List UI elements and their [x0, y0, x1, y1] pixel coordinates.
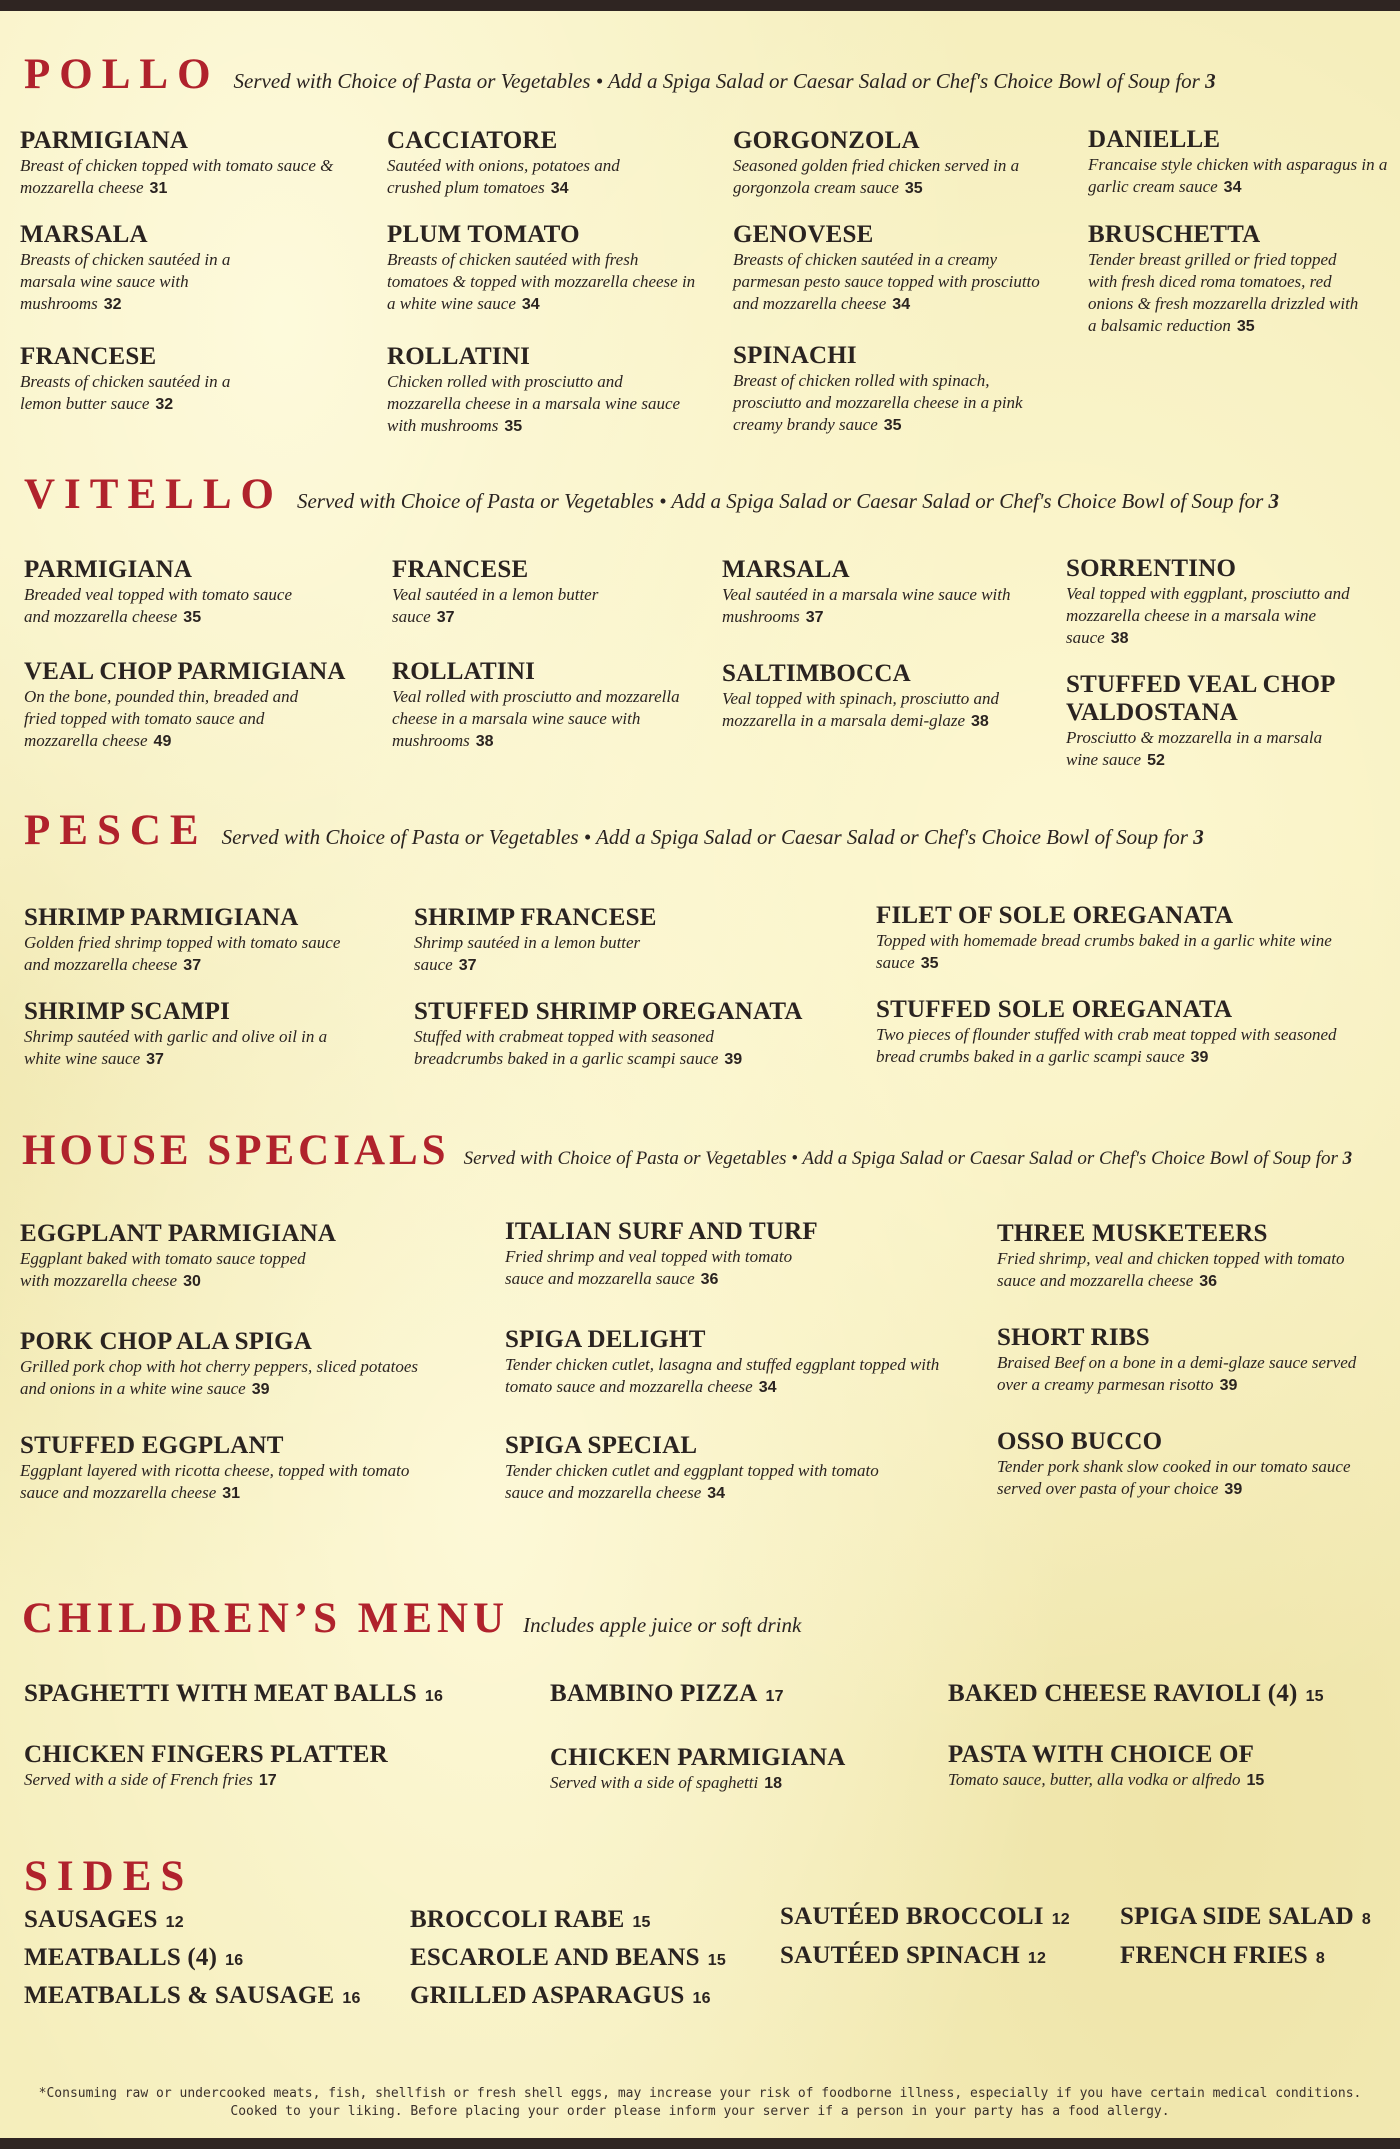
item-name: CHICKEN PARMIGIANA [550, 1744, 846, 1771]
menu-item [1066, 555, 1376, 650]
item-name: BROCCOLI RABE 15 [410, 1906, 651, 1933]
item-desc: Golden fried shrimp topped with tomato sauce and mozzarella cheese 37 [24, 933, 341, 974]
section-header-pollo [24, 50, 1216, 99]
item-price: 35 [504, 418, 523, 435]
item-price: 15 [1305, 1688, 1324, 1705]
section-header-pesce [24, 806, 1204, 855]
item-price: 15 [632, 1914, 651, 1931]
menu-item [733, 342, 1043, 437]
item-name: ESCAROLE AND BEANS 15 [410, 1944, 726, 1971]
item-name: CHICKEN FINGERS PLATTER [24, 1741, 388, 1768]
menu-item [505, 1432, 945, 1505]
item-desc: Veal topped with eggplant, prosciutto and mozzarella cheese in a marsala wine sauce 38 [1066, 584, 1350, 647]
item-price: 31 [222, 1485, 241, 1502]
item-desc: Prosciutto & mozzarella in a marsala wine sauce 52 [1066, 728, 1323, 769]
menu-item [876, 902, 1356, 975]
item-desc: Chicken rolled with prosciutto and mozzarella cheese in a marsala wine sauce with mushrooms 35 [387, 372, 681, 435]
menu-item [948, 1741, 1378, 1792]
menu-item [24, 904, 384, 977]
item-name: THREE MUSKETEERS [997, 1220, 1268, 1247]
item-name: FRENCH FRIES 8 [1120, 1942, 1325, 1969]
item-desc: Braised Beef on a bone in a demi-glaze sauce served over a creamy parmesan risotto 39 [997, 1353, 1357, 1394]
item-price: 36 [1199, 1273, 1218, 1290]
menu-item [20, 1328, 440, 1401]
item-desc: Breasts of chicken sautéed in a creamy parmesan pesto sauce topped with prosciutto and mozzarella cheese 34 [733, 250, 1040, 313]
item-desc: Tender breast grilled or fried topped with fresh diced roma tomatoes, red onions & fresh mozzarella drizzled with a balsamic reduction 35 [1088, 250, 1359, 335]
menu-item [20, 127, 350, 200]
item-name: MEATBALLS & SAUSAGE 16 [24, 1982, 361, 2009]
section-header-childrens-menu [22, 1594, 801, 1643]
menu-item [24, 1741, 504, 1792]
side-item [24, 1906, 184, 1937]
item-price: 8 [1315, 1950, 1325, 1967]
item-price: 12 [165, 1914, 184, 1931]
menu-item [722, 556, 1032, 629]
item-name: SHRIMP PARMIGIANA [24, 904, 299, 931]
item-name: ITALIAN SURF AND TURF [505, 1218, 818, 1245]
item-desc: Two pieces of flounder stuffed with crab meat topped with seasoned bread crumbs baked in a garlic scampi sauce 39 [876, 1025, 1337, 1066]
item-price: 34 [707, 1485, 726, 1502]
item-price: 12 [1051, 1911, 1070, 1928]
menu-item [505, 1218, 945, 1291]
item-name: GENOVESE [733, 221, 874, 248]
item-price: 35 [183, 609, 202, 626]
item-desc: Veal topped with spinach, prosciutto and mozzarella in a marsala demi-glaze 38 [722, 689, 1000, 730]
item-price: 32 [103, 296, 122, 313]
item-price: 30 [183, 1273, 201, 1290]
item-name: PARMIGIANA [20, 127, 189, 154]
item-name: MARSALA [20, 221, 148, 248]
section-note: Includes apple juice or soft drink [523, 1613, 802, 1637]
item-price: 16 [424, 1688, 444, 1705]
item-price: 32 [155, 396, 174, 413]
item-price: 39 [1224, 1481, 1243, 1498]
item-price: 34 [892, 296, 911, 313]
item-desc: Tender pork shank slow cooked in our tomato sauce served over pasta of your choice 39 [997, 1457, 1351, 1498]
menu-item [20, 1432, 440, 1505]
item-name: PLUM TOMATO [387, 221, 580, 248]
item-name: STUFFED SOLE OREGANATA [876, 996, 1233, 1023]
item-desc: Tender chicken cutlet and eggplant topped with tomato sauce and mozzarella cheese 34 [505, 1461, 879, 1502]
item-desc: Fried shrimp and veal topped with tomato sauce and mozzarella sauce 36 [505, 1247, 793, 1288]
item-price: 34 [1223, 179, 1242, 196]
item-name: SPINACHI [733, 342, 857, 369]
item-desc: Stuffed with crabmeat topped with seasoned breadcrumbs baked in a garlic scampi sauce 39 [414, 1027, 743, 1068]
menu-item [24, 998, 384, 1071]
item-desc: Francaise style chicken with asparagus in a garlic cream sauce 34 [1088, 155, 1388, 196]
menu-item [1088, 126, 1388, 199]
item-desc: Breast of chicken rolled with spinach, prosciutto and mozzarella cheese in a pink creamy brandy sauce 35 [733, 371, 1023, 434]
item-price: 39 [251, 1381, 270, 1398]
item-name: ROLLATINI [387, 343, 531, 370]
menu-item [997, 1324, 1377, 1397]
item-name: STUFFED VEAL CHOP VALDOSTANA [1066, 671, 1335, 726]
menu-item [505, 1326, 945, 1399]
side-item [1120, 1903, 1371, 1934]
item-name: FILET OF SOLE OREGANATA [876, 902, 1234, 929]
item-name: SPIGA SIDE SALAD 8 [1120, 1903, 1371, 1930]
item-price: 37 [458, 957, 477, 974]
item-name: PASTA WITH CHOICE OF [948, 1741, 1255, 1768]
item-name: PARMIGIANA [24, 556, 193, 583]
item-desc: Eggplant layered with ricotta cheese, topped with tomato sauce and mozzarella cheese 31 [20, 1461, 410, 1502]
disclaimer-line: Cooked to your liking. Before placing your order please inform your server if a person in your party has a food allergy. [230, 2104, 1170, 2119]
item-name: SALTIMBOCCA [722, 660, 911, 687]
item-price: 34 [550, 180, 569, 197]
item-desc: Fried shrimp, veal and chicken topped with tomato sauce and mozzarella cheese 36 [997, 1249, 1345, 1290]
section-title: HOUSE SPECIALS [22, 1127, 450, 1174]
section-title: SIDES [24, 1853, 194, 1900]
item-name: SAUSAGES 12 [24, 1906, 184, 1933]
item-price: 39 [724, 1051, 743, 1068]
menu-item [387, 343, 697, 438]
item-desc: Breaded veal topped with tomato sauce and mozzarella cheese 35 [24, 585, 293, 626]
item-price: 34 [521, 296, 540, 313]
item-price: 15 [707, 1952, 726, 1969]
item-price: 35 [883, 417, 902, 434]
item-desc: Breasts of chicken sautéed in a marsala wine sauce with mushrooms 32 [20, 250, 231, 313]
side-item [24, 1982, 361, 2013]
item-name: BAKED CHEESE RAVIOLI (4) 15 [948, 1680, 1324, 1707]
item-desc: Veal sautéed in a lemon butter sauce 37 [392, 585, 599, 626]
item-price: 39 [1219, 1377, 1238, 1394]
item-name: MEATBALLS (4) 16 [24, 1944, 244, 1971]
menu-item [24, 658, 354, 753]
section-note: Served with Choice of Pasta or Vegetables • Add a Spiga Salad or Caesar Salad or Chef's Choice Bowl of Soup for 3 [233, 69, 1216, 93]
item-name: FRANCESE [20, 343, 157, 370]
menu-item [20, 221, 350, 316]
item-price: 35 [904, 180, 923, 197]
section-note: Served with Choice of Pasta or Vegetables • Add a Spiga Salad or Caesar Salad or Chef's Choice Bowl of Soup for 3 [463, 1148, 1353, 1169]
item-name: STUFFED EGGPLANT [20, 1432, 284, 1459]
item-desc: Sautéed with onions, potatoes and crushed plum tomatoes 34 [387, 156, 620, 197]
menu-item [1066, 671, 1386, 772]
item-name: MARSALA [722, 556, 850, 583]
menu-item [20, 343, 350, 416]
item-price: 12 [1027, 1950, 1047, 1967]
side-item [1120, 1942, 1325, 1973]
item-desc: Seasoned golden fried chicken served in a gorgonzola cream sauce 35 [733, 156, 1020, 197]
item-price: 38 [1110, 630, 1129, 647]
menu-item [722, 660, 1032, 733]
item-price: 38 [475, 733, 494, 750]
menu-item [733, 127, 1043, 200]
menu-item [550, 1744, 950, 1795]
section-header-vitello [24, 470, 1279, 519]
item-desc: Shrimp sautéed with garlic and olive oil in a white wine sauce 37 [24, 1027, 328, 1068]
section-title: POLLO [24, 51, 220, 98]
item-name: FRANCESE [392, 556, 529, 583]
item-desc: Tomato sauce, butter, alla vodka or alfredo 15 [948, 1770, 1265, 1789]
item-name: SHORT RIBS [997, 1324, 1150, 1351]
item-name: SHRIMP SCAMPI [24, 998, 231, 1025]
item-price: 17 [765, 1688, 784, 1705]
menu-item [24, 556, 344, 629]
item-price: 16 [692, 1990, 711, 2007]
item-desc: Tender chicken cutlet, lasagna and stuffed eggplant topped with tomato sauce and mozzarella cheese 34 [505, 1355, 940, 1396]
item-desc: Served with a side of French fries 17 [24, 1770, 277, 1789]
item-name: PORK CHOP ALA SPIGA [20, 1328, 313, 1355]
item-price: 52 [1147, 752, 1165, 769]
item-name: DANIELLE [1088, 126, 1221, 153]
section-title: PESCE [24, 807, 208, 854]
item-desc: Topped with homemade bread crumbs baked in a garlic white wine sauce 35 [876, 931, 1332, 972]
menu-item [387, 221, 697, 316]
menu-item [997, 1428, 1377, 1501]
item-name: SHRIMP FRANCESE [414, 904, 657, 931]
item-name: SAUTÉED BROCCOLI 12 [780, 1903, 1070, 1930]
item-price: 8 [1361, 1911, 1371, 1928]
item-price: 17 [258, 1772, 277, 1789]
menu-item [392, 658, 692, 753]
menu-item [876, 996, 1356, 1069]
section-note: Served with Choice of Pasta or Vegetables • Add a Spiga Salad or Caesar Salad or Chef's Choice Bowl of Soup for 3 [221, 825, 1204, 849]
item-name: SPIGA SPECIAL [505, 1432, 698, 1459]
item-desc: Breasts of chicken sautéed in a lemon butter sauce 32 [20, 372, 231, 413]
side-item [410, 1944, 726, 1975]
menu-item [24, 1680, 504, 1711]
item-price: 37 [146, 1051, 164, 1068]
section-note: Served with Choice of Pasta or Vegetables • Add a Spiga Salad or Caesar Salad or Chef's Choice Bowl of Soup for 3 [296, 489, 1280, 513]
item-desc: Breasts of chicken sautéed with fresh tomatoes & topped with mozzarella cheese in a white wine sauce 34 [387, 250, 696, 313]
top-border [0, 0, 1400, 11]
item-price: 35 [1236, 318, 1255, 335]
item-price: 37 [436, 609, 455, 626]
item-price: 35 [920, 955, 939, 972]
item-price: 38 [971, 713, 989, 730]
item-price: 39 [1190, 1049, 1209, 1066]
item-name: CACCIATORE [387, 127, 558, 154]
item-desc: Served with a side of spaghetti 18 [550, 1773, 783, 1792]
item-price: 36 [700, 1271, 719, 1288]
menu-item [733, 221, 1043, 316]
item-desc: Grilled pork chop with hot cherry peppers, sliced potatoes and onions in a white wine sauce 39 [20, 1357, 419, 1398]
side-item [24, 1944, 243, 1975]
item-name: BAMBINO PIZZA 17 [550, 1680, 784, 1707]
item-name: OSSO BUCCO [997, 1428, 1163, 1455]
item-name: BRUSCHETTA [1088, 221, 1261, 248]
item-name: EGGPLANT PARMIGIANA [20, 1220, 337, 1247]
menu-item [414, 904, 834, 977]
menu-item [948, 1680, 1378, 1711]
menu-item [20, 1220, 440, 1293]
item-desc: Breast of chicken topped with tomato sauce & mozzarella cheese 31 [20, 156, 334, 197]
section-title: CHILDREN’S MENU [22, 1595, 510, 1642]
section-header-sides [24, 1852, 193, 1901]
item-name: SPAGHETTI WITH MEAT BALLS 16 [24, 1680, 444, 1707]
item-desc: Veal rolled with prosciutto and mozzarella cheese in a marsala wine sauce with mushrooms 38 [392, 687, 680, 750]
item-price: 37 [805, 609, 824, 626]
item-price: 49 [153, 733, 172, 750]
item-name: ROLLATINI [392, 658, 536, 685]
item-name: VEAL CHOP PARMIGIANA [24, 658, 346, 685]
side-item [780, 1942, 1046, 1973]
item-price: 34 [758, 1379, 777, 1396]
item-price: 15 [1246, 1772, 1265, 1789]
item-price: 16 [342, 1990, 361, 2007]
menu-item [1088, 221, 1368, 338]
menu-item [414, 998, 834, 1071]
item-price: 37 [183, 957, 202, 974]
menu-item [550, 1680, 950, 1711]
item-price: 16 [225, 1952, 244, 1969]
item-price: 31 [149, 180, 168, 197]
item-desc: On the bone, pounded thin, breaded and fried topped with tomato sauce and mozzarella cheese 49 [24, 687, 299, 750]
menu-item [387, 127, 697, 200]
item-desc: Veal sautéed in a marsala wine sauce with mushrooms 37 [722, 585, 1011, 626]
item-name: STUFFED SHRIMP OREGANATA [414, 998, 803, 1025]
menu-item [392, 556, 692, 629]
item-name: GORGONZOLA [733, 127, 920, 154]
allergy-disclaimer [0, 2085, 1400, 2121]
item-name: SPIGA DELIGHT [505, 1326, 706, 1353]
side-item [410, 1906, 651, 1937]
item-desc: Shrimp sautéed in a lemon butter sauce 37 [414, 933, 641, 974]
menu-item [997, 1220, 1377, 1293]
section-title: VITELLO [24, 471, 283, 518]
side-item [780, 1903, 1070, 1934]
side-item [410, 1982, 711, 2013]
item-name: GRILLED ASPARAGUS 16 [410, 1982, 711, 2009]
item-name: SORRENTINO [1066, 555, 1237, 582]
item-name: SAUTÉED SPINACH 12 [780, 1942, 1047, 1969]
item-price: 18 [764, 1775, 783, 1792]
disclaimer-line: *Consuming raw or undercooked meats, fish, shellfish or fresh shell eggs, may increase your risk of foodborne illness, especially if you have certain medical conditions. [38, 2086, 1362, 2101]
item-desc: Eggplant baked with tomato sauce topped with mozzarella cheese 30 [20, 1249, 306, 1290]
section-header-house-specials [22, 1126, 1352, 1175]
bottom-border [0, 2138, 1400, 2149]
